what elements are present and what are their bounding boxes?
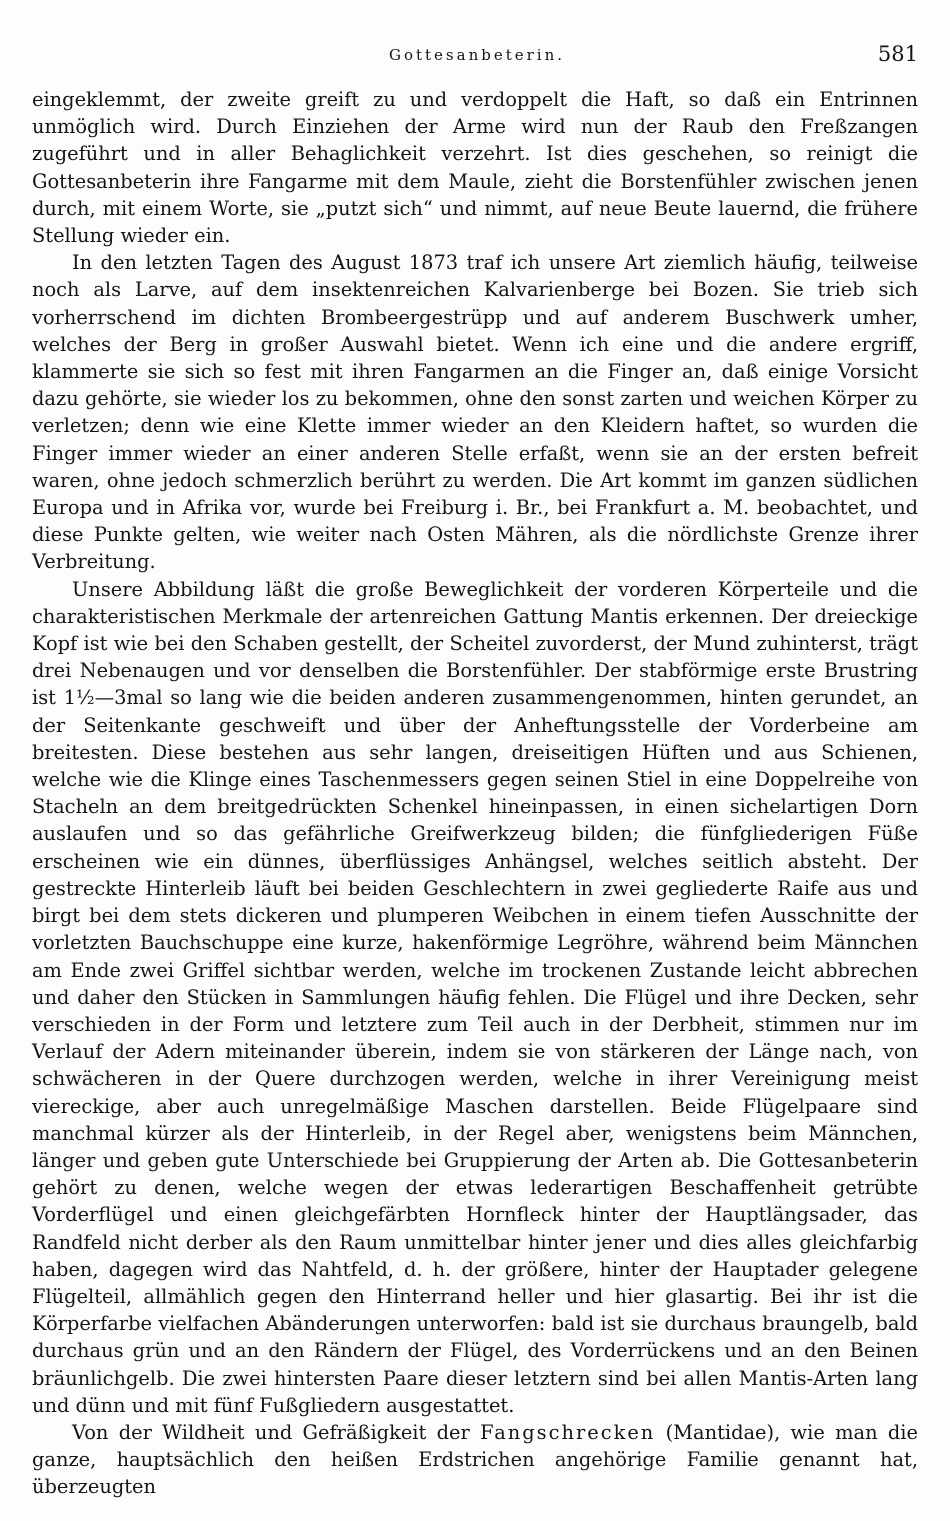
paragraph-morphology: Unsere Abbildung läßt die große Beweglichkeit der vorderen Körperteile und die charakteristischen Merkmale der artenreichen Gattung Mantis erkennen. Der dreieckige Kopf ist wie bei den Schaben gestellt, der Scheitel zuvorderst, der Mund zuhinterst, trägt drei Nebenaugen und vor denselben die Borstenfühler. Der stabförmige erste Brustring ist 1½—3mal so lang wie die beiden anderen zusammengenommen, hinten gerundet, an der Seitenkante geschweift und über der Anheftungsstelle der Vorderbeine am breitesten. Diese bestehen aus sehr langen, dreiseitigen Hüften und aus Schienen, welche wie die Klinge eines Taschenmessers gegen seinen Stiel in eine Doppelreihe von Stacheln an dem breitgedrückten Schenkel hineinpassen, in einen sichelartigen Dorn auslaufen und so das gefährliche Greifwerkzeug bilden; die fünfgliederigen Füße erscheinen wie ein dünnes, überflüssiges Anhängsel, welches seitlich absteht. Der gestreckte Hinterleib läuft bei beiden Geschlechtern in zwei gegliederte Raife aus und birgt bei dem stets dickeren und plumperen Weibchen in einem tiefen Ausschnitte der vorletzten Bauchschuppe eine kurze, hakenförmige Legröhre, während beim Männchen am Ende zwei Griffel sichtbar werden, welche im trockenen Zustande leicht abbrechen und daher den Stücken in Sammlungen häufig fehlen. Die Flügel und ihre Decken, sehr verschieden in der Form und letztere zum Teil auch in der Derbheit, stimmen nur im Verlauf der Adern miteinander überein, indem sie von stärkeren der Länge nach, von schwächeren in der Quere durchzogen werden, welche in ihrer Vereinigung meist viereckige, aber auch unregelmäßige Maschen darstellen. Beide Flügelpaare sind manchmal kürzer als der Hinterleib, in der Regel aber, wenigstens beim Männchen, länger und geben gute Unterschiede bei Gruppierung der Arten ab. Die Gottesanbeterin gehört zu denen, welche wegen der etwas lederartigen Beschaffenheit getrübte Vorderflügel und einen gleichgefärbten Hornfleck hinter der Hauptlängsader, das Randfeld nicht derber als den Raum unmittelbar hinter jener und dies alles gleichfarbig haben, dagegen wird das Nahtfeld, d. h. der größere, hinter der Hauptader gelegene Flügelteil, allmählich gegen den Hinterrand heller und hier glasartig. Bei ihr ist die Körperfarbe vielfachen Abänderungen unterworfen: bald ist sie durchaus braungelb, bald durchaus grün und an den Rändern der Flügel, des Vorderrückens und an den Beinen bräunlichgelb. Die zwei hintersten Paare dieser letztern sind bei allen Mantis-Arten lang und dünn und mit fünf Fußgliedern ausgestattet.	[32, 577, 918, 1417]
mantidae-intro-rest: (Mantidae), wie man die ganze, hauptsächlich den heißen Erdstrichen angehörige Familie genannt hat, überzeugten	[32, 1420, 918, 1499]
body-text	[32, 86, 918, 1501]
paragraph-mantidae-intro	[32, 1419, 918, 1501]
page-number: 581	[877, 42, 918, 66]
mantidae-intro-lead: Von der Wildheit und Gefräßigkeit der	[72, 1420, 481, 1444]
paragraph-prey-eating: eingeklemmt, der zweite greift zu und verdoppelt die Haft, so daß ein Entrinnen unmöglich wird. Durch Einziehen der Arme wird nun der Raub den Freßzangen zugeführt und in aller Behaglichkeit verzehrt. Ist dies geschehen, so reinigt die Gottesanbeterin ihre Fangarme mit dem Maule, zieht die Borstenfühler zwischen jenen durch, mit einem Worte, sie „putzt sich“ und nimmt, auf neue Beute lauernd, die frühere Stellung wieder ein.	[32, 88, 918, 248]
running-title: Gottesanbeterin.	[388, 46, 566, 64]
fangschrecken-term: Fangschrecken	[480, 1420, 656, 1444]
paragraph-bozen-observation: In den letzten Tagen des August 1873 traf ich unsere Art ziemlich häufig, teilweise noch als Larve, auf dem insektenreichen Kalvarienberge bei Bozen. Sie trieb sich vorherrschend im dichten Brombeergestrüpp und auf anderem Buschwerk umher, welches der Berg in großer Auswahl bietet. Wenn ich eine und die andere ergriff, klammerte sie sich so fest mit ihren Fangarmen an die Finger an, daß einige Vorsicht dazu gehörte, sie wieder los zu bekommen, ohne den sonst zarten und weichen Körper zu verletzen; denn wie eine Klette immer wieder an den Kleidern haftet, so wurden die Finger immer wieder an einer anderen Stelle erfaßt, wenn sie an der ersten befreit waren, ohne jedoch schmerzlich berührt zu werden. Die Art kommt im ganzen südlichen Europa und in Afrika vor, wurde bei Freiburg i. Br., bei Frankfurt a. M. beobachtet, und diese Punkte gelten, wie weiter nach Osten Mähren, als die nördlichste Grenze ihrer Verbreitung.	[32, 251, 918, 574]
running-head	[36, 38, 918, 72]
